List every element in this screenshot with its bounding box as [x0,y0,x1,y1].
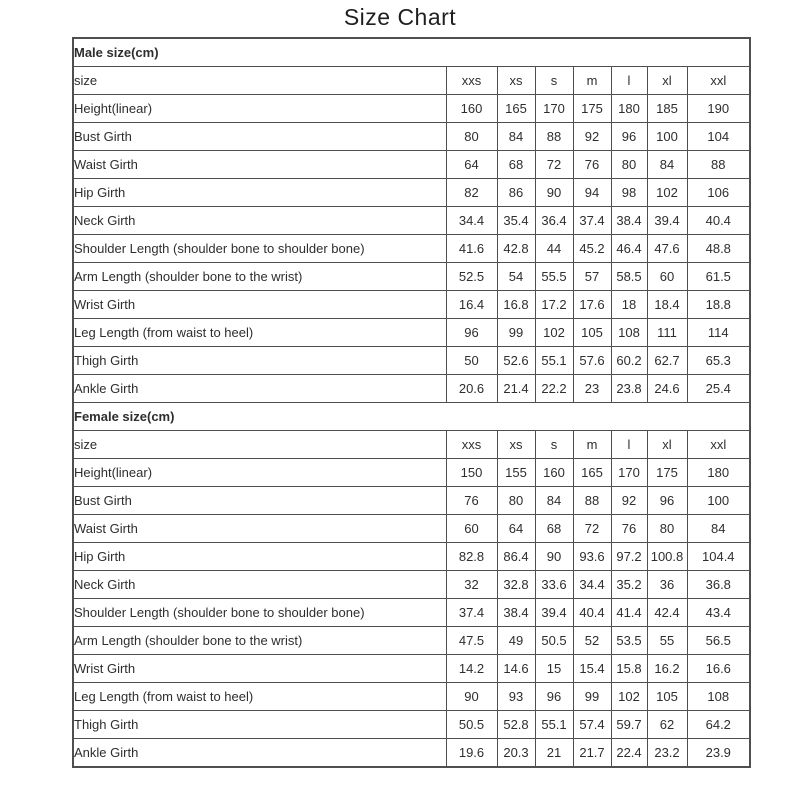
measurement-value: 98 [611,179,647,207]
measurement-value: 23.9 [687,739,750,768]
size-column-header: s [535,67,573,95]
section-title: Male size(cm) [73,38,750,67]
measurement-row [73,459,750,487]
measurement-value: 35.2 [611,571,647,599]
measurement-value: 41.4 [611,599,647,627]
measurement-value: 40.4 [687,207,750,235]
measurement-value: 93 [497,683,535,711]
measurement-value: 15 [535,655,573,683]
size-column-header: xl [647,67,687,95]
size-column-header: xs [497,431,535,459]
measurement-row [73,123,750,151]
measurement-label: Height(linear) [73,95,446,123]
measurement-row [73,627,750,655]
measurement-value: 100 [647,123,687,151]
measurement-value: 42.8 [497,235,535,263]
measurement-value: 72 [535,151,573,179]
size-chart-table-body [73,38,750,767]
measurement-value: 33.6 [535,571,573,599]
measurement-value: 65.3 [687,347,750,375]
size-header-row [73,67,750,95]
measurement-value: 97.2 [611,543,647,571]
measurement-value: 185 [647,95,687,123]
measurement-row [73,599,750,627]
measurement-value: 86 [497,179,535,207]
measurement-label: Thigh Girth [73,347,446,375]
size-header-row [73,431,750,459]
measurement-value: 34.4 [446,207,497,235]
measurement-value: 64 [497,515,535,543]
measurement-value: 18.8 [687,291,750,319]
measurement-value: 99 [573,683,611,711]
size-column-header: s [535,431,573,459]
measurement-row [73,711,750,739]
measurement-value: 19.6 [446,739,497,768]
size-column-header: xl [647,431,687,459]
measurement-value: 38.4 [497,599,535,627]
measurement-value: 76 [573,151,611,179]
measurement-value: 24.6 [647,375,687,403]
measurement-value: 21.4 [497,375,535,403]
measurement-value: 102 [535,319,573,347]
measurement-value: 56.5 [687,627,750,655]
measurement-value: 52.6 [497,347,535,375]
measurement-value: 90 [446,683,497,711]
measurement-value: 36.8 [687,571,750,599]
size-column-header: xxl [687,67,750,95]
measurement-value: 16.2 [647,655,687,683]
measurement-value: 36 [647,571,687,599]
measurement-value: 104.4 [687,543,750,571]
measurement-value: 80 [611,151,647,179]
measurement-row [73,571,750,599]
measurement-value: 190 [687,95,750,123]
measurement-row [73,151,750,179]
measurement-label: Shoulder Length (shoulder bone to shoulder bone) [73,235,446,263]
measurement-value: 60.2 [611,347,647,375]
measurement-value: 86.4 [497,543,535,571]
measurement-value: 57 [573,263,611,291]
measurement-value: 175 [573,95,611,123]
measurement-value: 23 [573,375,611,403]
measurement-label: Arm Length (shoulder bone to the wrist) [73,627,446,655]
measurement-label: Shoulder Length (shoulder bone to shoulder bone) [73,599,446,627]
measurement-value: 180 [611,95,647,123]
measurement-value: 47.6 [647,235,687,263]
measurement-value: 96 [611,123,647,151]
measurement-value: 88 [535,123,573,151]
measurement-value: 22.4 [611,739,647,768]
measurement-value: 59.7 [611,711,647,739]
measurement-value: 60 [647,263,687,291]
measurement-label: Bust Girth [73,487,446,515]
measurement-value: 18.4 [647,291,687,319]
measurement-value: 54 [497,263,535,291]
section-header-row [73,403,750,431]
measurement-value: 23.8 [611,375,647,403]
page-title: Size Chart [343,4,457,30]
measurement-value: 93.6 [573,543,611,571]
measurement-value: 105 [647,683,687,711]
measurement-value: 94 [573,179,611,207]
measurement-value: 47.5 [446,627,497,655]
measurement-value: 32.8 [497,571,535,599]
measurement-value: 82.8 [446,543,497,571]
measurement-value: 21.7 [573,739,611,768]
measurement-value: 61.5 [687,263,750,291]
measurement-value: 15.8 [611,655,647,683]
size-column-header: xxl [687,431,750,459]
measurement-value: 32 [446,571,497,599]
measurement-value: 64.2 [687,711,750,739]
measurement-row [73,515,750,543]
size-column-header: l [611,431,647,459]
measurement-value: 14.6 [497,655,535,683]
measurement-label: Bust Girth [73,123,446,151]
measurement-value: 40.4 [573,599,611,627]
measurement-label: Height(linear) [73,459,446,487]
measurement-label: Neck Girth [73,207,446,235]
measurement-row [73,319,750,347]
measurement-value: 106 [687,179,750,207]
measurement-value: 62.7 [647,347,687,375]
measurement-label: Neck Girth [73,571,446,599]
measurement-value: 68 [497,151,535,179]
measurement-value: 104 [687,123,750,151]
measurement-value: 17.2 [535,291,573,319]
measurement-value: 84 [687,515,750,543]
measurement-value: 88 [687,151,750,179]
measurement-value: 80 [446,123,497,151]
measurement-label: Leg Length (from waist to heel) [73,683,446,711]
measurement-label: Leg Length (from waist to heel) [73,319,446,347]
measurement-value: 41.6 [446,235,497,263]
measurement-value: 92 [611,487,647,515]
measurement-label: Ankle Girth [73,375,446,403]
measurement-value: 34.4 [573,571,611,599]
measurement-value: 90 [535,543,573,571]
measurement-value: 37.4 [573,207,611,235]
measurement-value: 180 [687,459,750,487]
size-row-label: size [73,431,446,459]
measurement-label: Hip Girth [73,179,446,207]
measurement-value: 15.4 [573,655,611,683]
measurement-row [73,235,750,263]
measurement-value: 16.4 [446,291,497,319]
measurement-value: 160 [446,95,497,123]
measurement-row [73,683,750,711]
size-column-header: xs [497,67,535,95]
measurement-row [73,263,750,291]
measurement-value: 55.5 [535,263,573,291]
measurement-value: 52 [573,627,611,655]
measurement-value: 100.8 [647,543,687,571]
measurement-value: 64 [446,151,497,179]
size-column-header: l [611,67,647,95]
measurement-value: 16.8 [497,291,535,319]
measurement-value: 50 [446,347,497,375]
size-column-header: m [573,67,611,95]
measurement-value: 108 [611,319,647,347]
measurement-value: 88 [573,487,611,515]
measurement-value: 62 [647,711,687,739]
measurement-value: 17.6 [573,291,611,319]
measurement-value: 165 [497,95,535,123]
measurement-row [73,655,750,683]
measurement-value: 175 [647,459,687,487]
measurement-value: 92 [573,123,611,151]
measurement-row [73,543,750,571]
measurement-value: 25.4 [687,375,750,403]
measurement-value: 55.1 [535,347,573,375]
measurement-value: 102 [647,179,687,207]
measurement-value: 53.5 [611,627,647,655]
measurement-label: Thigh Girth [73,711,446,739]
measurement-label: Ankle Girth [73,739,446,768]
measurement-value: 170 [535,95,573,123]
measurement-value: 150 [446,459,497,487]
size-column-header: xxs [446,67,497,95]
measurement-label: Hip Girth [73,543,446,571]
measurement-label: Waist Girth [73,515,446,543]
measurement-value: 39.4 [535,599,573,627]
size-column-header: xxs [446,431,497,459]
measurement-value: 68 [535,515,573,543]
measurement-value: 165 [573,459,611,487]
size-row-label: size [73,67,446,95]
measurement-value: 37.4 [446,599,497,627]
measurement-value: 42.4 [647,599,687,627]
measurement-value: 76 [446,487,497,515]
measurement-value: 52.5 [446,263,497,291]
measurement-value: 100 [687,487,750,515]
measurement-value: 72 [573,515,611,543]
measurement-value: 108 [687,683,750,711]
measurement-value: 22.2 [535,375,573,403]
measurement-value: 84 [535,487,573,515]
measurement-value: 80 [647,515,687,543]
measurement-value: 76 [611,515,647,543]
measurement-value: 48.8 [687,235,750,263]
measurement-value: 80 [497,487,535,515]
measurement-row [73,739,750,768]
measurement-value: 46.4 [611,235,647,263]
measurement-row [73,291,750,319]
measurement-value: 49 [497,627,535,655]
measurement-value: 99 [497,319,535,347]
measurement-value: 160 [535,459,573,487]
measurement-value: 57.6 [573,347,611,375]
measurement-value: 84 [647,151,687,179]
measurement-value: 55.1 [535,711,573,739]
measurement-value: 105 [573,319,611,347]
measurement-value: 20.6 [446,375,497,403]
measurement-value: 155 [497,459,535,487]
measurement-label: Wrist Girth [73,291,446,319]
measurement-value: 16.6 [687,655,750,683]
measurement-row [73,207,750,235]
section-header-row [73,38,750,67]
measurement-value: 60 [446,515,497,543]
measurement-value: 43.4 [687,599,750,627]
measurement-value: 36.4 [535,207,573,235]
measurement-row [73,95,750,123]
measurement-value: 111 [647,319,687,347]
measurement-label: Arm Length (shoulder bone to the wrist) [73,263,446,291]
measurement-value: 35.4 [497,207,535,235]
measurement-label: Waist Girth [73,151,446,179]
measurement-value: 21 [535,739,573,768]
measurement-value: 50.5 [535,627,573,655]
measurement-row [73,487,750,515]
measurement-value: 55 [647,627,687,655]
measurement-value: 84 [497,123,535,151]
measurement-value: 23.2 [647,739,687,768]
size-chart-table [72,37,751,768]
size-column-header: m [573,431,611,459]
measurement-value: 57.4 [573,711,611,739]
measurement-value: 90 [535,179,573,207]
measurement-value: 170 [611,459,647,487]
measurement-value: 58.5 [611,263,647,291]
measurement-label: Wrist Girth [73,655,446,683]
measurement-value: 50.5 [446,711,497,739]
measurement-value: 20.3 [497,739,535,768]
measurement-row [73,375,750,403]
measurement-value: 14.2 [446,655,497,683]
measurement-value: 82 [446,179,497,207]
measurement-value: 96 [446,319,497,347]
measurement-value: 96 [535,683,573,711]
measurement-row [73,347,750,375]
measurement-value: 52.8 [497,711,535,739]
measurement-value: 45.2 [573,235,611,263]
measurement-value: 38.4 [611,207,647,235]
measurement-value: 102 [611,683,647,711]
measurement-value: 114 [687,319,750,347]
measurement-value: 44 [535,235,573,263]
section-title: Female size(cm) [73,403,750,431]
measurement-value: 18 [611,291,647,319]
measurement-row [73,179,750,207]
measurement-value: 96 [647,487,687,515]
measurement-value: 39.4 [647,207,687,235]
